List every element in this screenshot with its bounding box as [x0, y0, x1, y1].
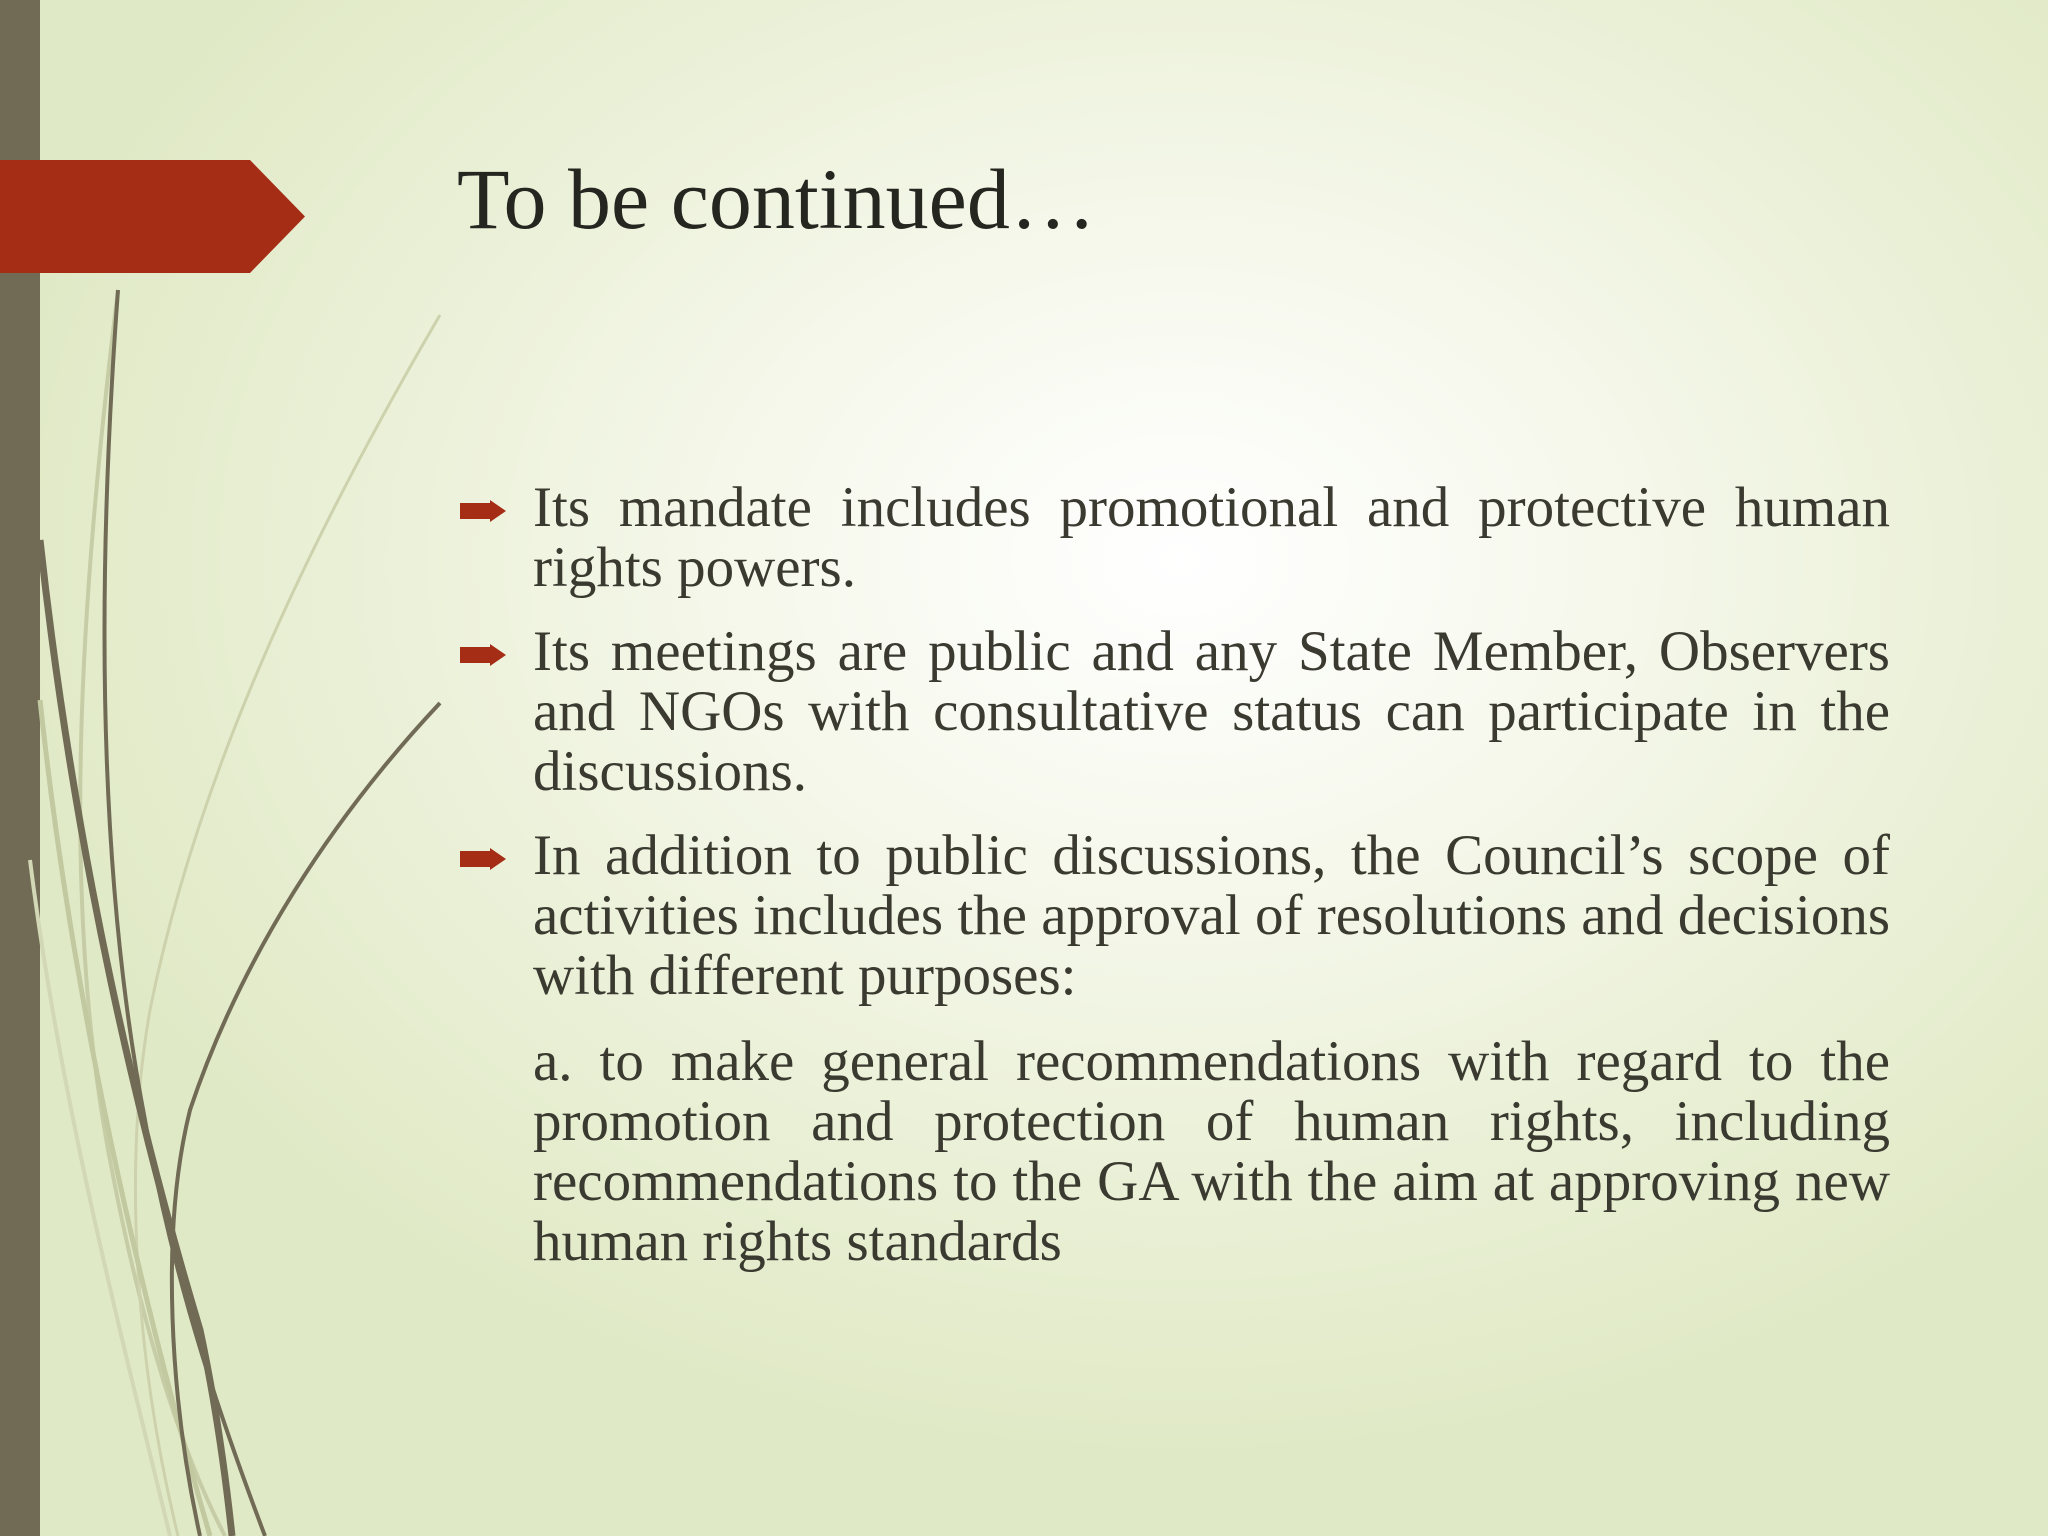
- slide-title: To be continued…: [457, 151, 1096, 247]
- right-arrow-icon: [460, 644, 506, 666]
- bullet-text: Its mandate includes promotional and protective human rights powers.: [533, 476, 1890, 599]
- bullet-item: [458, 826, 1890, 1006]
- title-flag-arrow: [0, 160, 310, 273]
- bullet-text: Its meetings are public and any State Member, Observers and NGOs with consultative status can participate in the discussions.: [533, 620, 1890, 803]
- bullet-item: [458, 622, 1890, 802]
- right-arrow-icon: [460, 500, 506, 522]
- bullet-item: [458, 478, 1890, 598]
- bullet-text: In addition to public discussions, the Council’s scope of activities includes the approval of resolutions and decisions with different purposes:: [533, 824, 1890, 1007]
- bullet-list: [458, 478, 1890, 1272]
- sub-item-a: a. to make general recommendations with regard to the promotion and protection of human rights, including recommendations to the GA with the aim at approving new human rights standards: [533, 1030, 1890, 1273]
- right-arrow-icon: [460, 848, 506, 870]
